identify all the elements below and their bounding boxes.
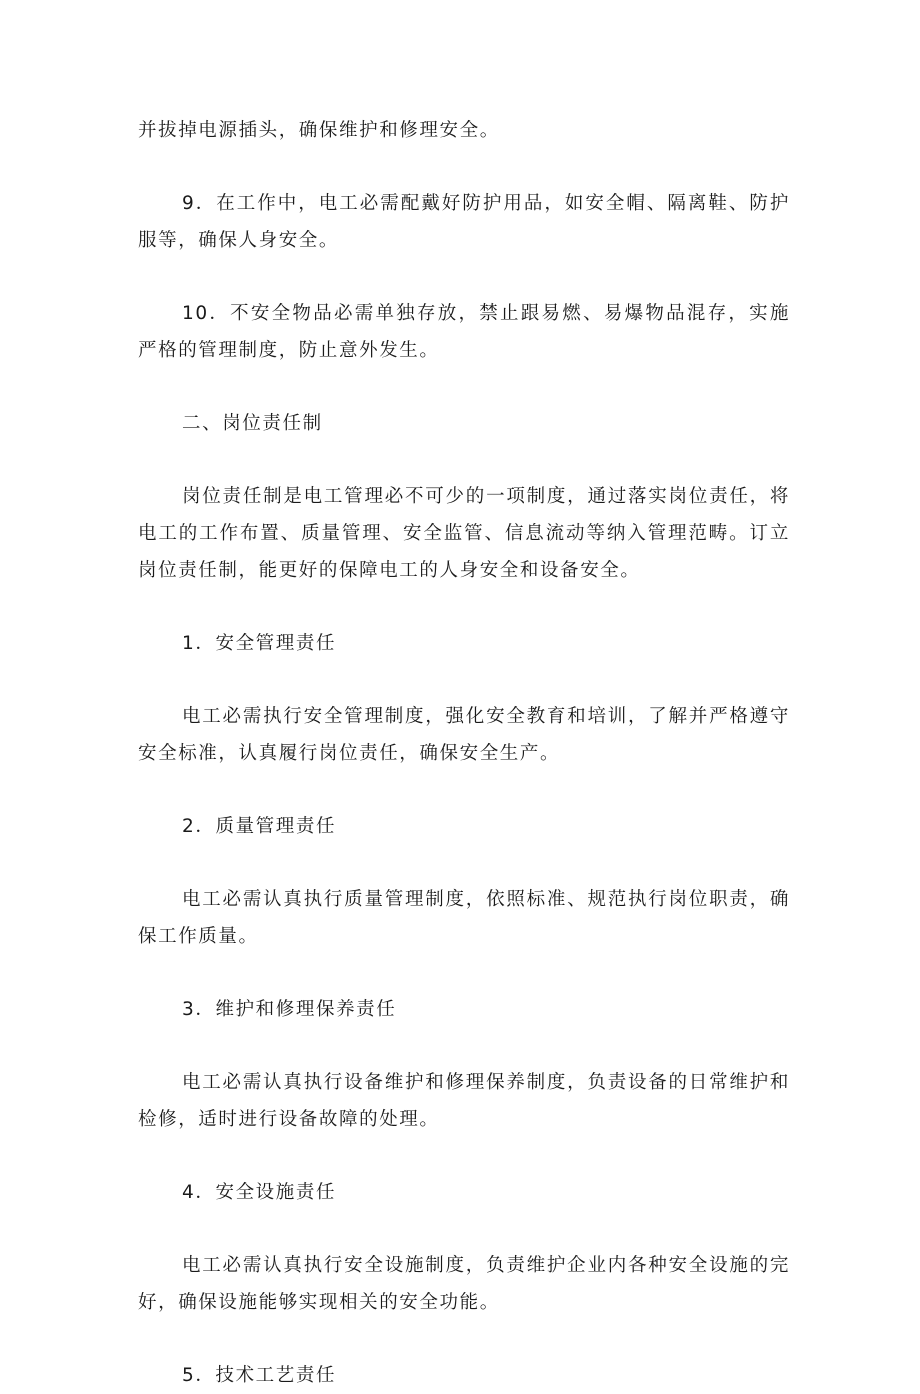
subheading-1: 1．安全管理责任 — [182, 633, 337, 654]
paragraph-item-9: 9．在工作中，电工必需配戴好防护用品，如安全帽、隔离鞋、防护服等，确保人身安全。 — [138, 193, 790, 251]
paragraph-2: 电工必需认真执行质量管理制度，依照标准、规范执行岗位职责，确保工作质量。 — [138, 889, 790, 947]
subheading-2: 2．质量管理责任 — [182, 816, 337, 837]
subheading-3: 3．维护和修理保养责任 — [182, 999, 397, 1020]
paragraph-section-intro: 岗位责任制是电工管理必不可少的一项制度，通过落实岗位责任，将电工的工作布置、质量管理、安全监管、信息流动等纳入管理范畴。订立岗位责任制，能更好的保障电工的人身安全和设备安全。 — [138, 486, 790, 581]
document-body — [138, 112, 790, 1394]
subheading-4: 4．安全设施责任 — [182, 1182, 337, 1203]
paragraph-1: 电工必需执行安全管理制度，强化安全教育和培训，了解并严格遵守安全标准，认真履行岗位责任，确保安全生产。 — [138, 706, 790, 764]
paragraph-4: 电工必需认真执行安全设施制度，负责维护企业内各种安全设施的完好，确保设施能够实现相关的安全功能。 — [138, 1255, 790, 1313]
subheading-5: 5．技术工艺责任 — [182, 1365, 337, 1386]
paragraph-item-10: 10．不安全物品必需单独存放，禁止跟易燃、易爆物品混存，实施严格的管理制度，防止意外发生。 — [138, 303, 790, 361]
section-heading: 二、岗位责任制 — [182, 413, 323, 434]
paragraph-3: 电工必需认真执行设备维护和修理保养制度，负责设备的日常维护和检修，适时进行设备故障的处理。 — [138, 1072, 790, 1130]
paragraph-continuation: 并拔掉电源插头，确保维护和修理安全。 — [138, 120, 500, 141]
